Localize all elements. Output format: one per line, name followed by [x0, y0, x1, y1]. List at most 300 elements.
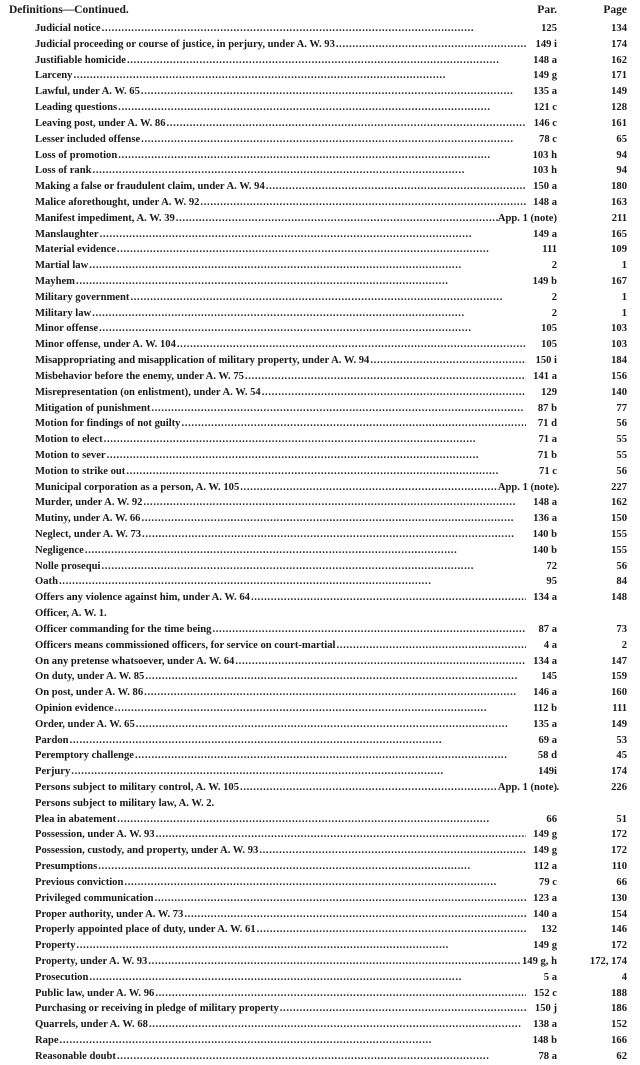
entry-term: Quarrels, under A. W. 68: [35, 1019, 148, 1031]
entry-term: Larceny: [35, 70, 73, 82]
index-entry: [0, 511, 640, 527]
entry-page: 53: [616, 734, 627, 746]
index-entry: [0, 622, 640, 638]
index-entry: [0, 211, 640, 227]
entry-term: On duty, under A. W. 85: [35, 671, 145, 683]
entry-term-leader: [35, 401, 526, 417]
entry-term: Leading questions: [35, 102, 118, 114]
entry-paragraph: 129: [531, 385, 557, 401]
entry-term: Misbehavior before the enemy, under A. W. 75: [35, 370, 244, 382]
entry-page: 65: [616, 133, 627, 145]
entry-term-leader: [35, 827, 526, 843]
entry-term: Plea in abatement: [35, 813, 117, 825]
entry-term: On post, under A. W. 86: [35, 687, 144, 699]
entry-paragraph: 78 c: [531, 132, 557, 148]
entry-page: 103: [611, 339, 627, 351]
entry-term-leader: [35, 685, 526, 701]
entry-term-leader: [35, 559, 526, 575]
entry-paragraph: 71 d: [531, 416, 557, 432]
entry-page: 134: [611, 23, 627, 34]
index-entry: [0, 685, 640, 701]
entry-term: Peremptory challenge: [35, 750, 134, 762]
entry-page: 172, 174: [589, 955, 627, 967]
entry-page: 73: [616, 623, 627, 635]
entry-page: 128: [611, 102, 627, 114]
entry-paragraph: 141 a: [531, 369, 557, 385]
entry-paragraph: 87 b: [531, 401, 557, 417]
entry-term-leader: [35, 416, 526, 432]
entry-paragraph: 4 a: [531, 638, 557, 654]
entry-paragraph: 148 a: [531, 495, 557, 511]
entry-term-leader: [35, 337, 526, 353]
entry-term: Municipal corporation as a person, A. W. 105: [35, 481, 240, 493]
entry-term: Previous conviction: [35, 876, 124, 888]
entry-term-leader: [35, 495, 526, 511]
index-entry: [0, 227, 640, 243]
entry-page: 186: [611, 1003, 627, 1015]
entry-term: Presumptions: [35, 861, 98, 873]
entry-term-leader: [35, 970, 526, 986]
entry-paragraph: 125: [531, 21, 557, 37]
entry-paragraph: 145: [531, 669, 557, 685]
entry-page: 84: [616, 576, 627, 588]
entry-paragraph: App. 1 (note): [498, 211, 557, 227]
entry-page: 174: [611, 38, 627, 50]
entry-term: Prosecution: [35, 971, 89, 983]
entry-paragraph: 136 a: [531, 511, 557, 527]
entry-page: 1: [621, 291, 627, 303]
entry-term-leader: [35, 353, 526, 369]
index-entry: [0, 464, 640, 480]
entry-paragraph: 149i: [531, 764, 557, 780]
entry-term: On any pretense whatsoever, under A. W. 64: [35, 655, 235, 667]
entry-page: 155: [611, 544, 627, 556]
entry-page: 94: [616, 149, 627, 161]
entry-page: 103: [611, 323, 627, 335]
entry-term-leader: [35, 21, 526, 37]
entry-paragraph: 134 a: [531, 654, 557, 670]
entry-term-leader: [35, 843, 526, 859]
entry-paragraph: App. 1 (note): [498, 780, 557, 796]
entry-term-leader: [35, 432, 526, 448]
index-entry: [0, 100, 640, 116]
entry-paragraph: 146 c: [531, 116, 557, 132]
entry-term-leader: [35, 986, 526, 1002]
entry-term: Malice aforethought, under A. W. 92: [35, 196, 200, 208]
entry-paragraph: 140 b: [531, 543, 557, 559]
entry-page: 180: [611, 181, 627, 193]
entry-page: 172: [611, 829, 627, 841]
index-entry: [0, 638, 640, 654]
index-entry: [0, 970, 640, 986]
entry-paragraph: 2: [531, 290, 557, 306]
entry-term-leader: [35, 53, 526, 69]
entry-page: 184: [611, 355, 627, 367]
entry-term: Minor offense: [35, 323, 99, 335]
entry-term-leader: [35, 116, 526, 132]
entry-page: 147: [611, 655, 627, 667]
entry-page: 172: [611, 940, 627, 952]
entry-page: 149: [611, 86, 627, 98]
entry-term: Lesser included offense: [35, 133, 141, 145]
entry-term: Pardon: [35, 734, 69, 746]
index-entry: [0, 733, 640, 749]
entry-paragraph: 111: [531, 242, 557, 258]
index-entry: [0, 21, 640, 37]
entry-page: 45: [616, 750, 627, 762]
entry-page: 149: [611, 718, 627, 730]
entry-term-leader: [35, 606, 526, 622]
entry-page: 66: [616, 876, 627, 888]
entry-term: Opinion evidence: [35, 702, 114, 714]
index-entry: [0, 495, 640, 511]
entry-page: 111: [612, 702, 627, 714]
index-entry: [0, 827, 640, 843]
entry-term-leader: [35, 274, 526, 290]
entry-page: 51: [616, 813, 627, 825]
index-entry: [0, 606, 640, 622]
entry-term: Possession, under A. W. 93: [35, 829, 155, 841]
entry-term: Officer commanding for the time being: [35, 623, 212, 635]
index-entry: [0, 148, 640, 164]
index-entry: [0, 353, 640, 369]
entry-term: Motion for findings of not guilty: [35, 418, 181, 430]
entry-term-leader: [35, 891, 526, 907]
entry-paragraph: 149 g: [531, 827, 557, 843]
entry-paragraph: 95: [531, 574, 557, 590]
entry-term: Rape: [35, 1035, 59, 1046]
entry-paragraph: 140 b: [531, 527, 557, 543]
entry-term: Military government: [35, 291, 130, 303]
index-entry: [0, 401, 640, 417]
entry-page: 162: [611, 497, 627, 509]
entry-term-leader: [35, 654, 526, 670]
entry-term: Proper authority, under A. W. 73: [35, 908, 184, 920]
entry-term-leader: [35, 1017, 526, 1033]
entry-term-leader: [35, 717, 526, 733]
entry-term: Perjury: [35, 766, 71, 778]
entry-page: 146: [611, 924, 627, 936]
index-entry: [0, 290, 640, 306]
index-entry: [0, 654, 640, 670]
entry-paragraph: 121 c: [531, 100, 557, 116]
entry-term: Lawful, under A. W. 65: [35, 86, 140, 98]
entry-term: Persons subject to military law, A. W. 2.: [35, 797, 215, 809]
entry-page: 140: [611, 386, 627, 398]
index-entry: [0, 432, 640, 448]
entry-paragraph: 66: [531, 812, 557, 828]
entry-term-leader: [35, 543, 526, 559]
index-entry: [0, 337, 640, 353]
index-entry: [0, 891, 640, 907]
entry-paragraph: 134 a: [531, 590, 557, 606]
entry-term: Purchasing or receiving in pledge of military property: [35, 1003, 279, 1015]
entry-page: 159: [611, 671, 627, 683]
index-entry: [0, 590, 640, 606]
entry-term: Minor offense, under A. W. 104: [35, 339, 176, 351]
entry-term: Persons subject to military control, A. W. 105: [35, 782, 240, 793]
entry-term: Misrepresentation (on enlistment), under A. W. 54: [35, 386, 261, 398]
entry-term-leader: [35, 748, 526, 764]
entry-page: 171: [611, 70, 627, 82]
entry-term-leader: [35, 954, 526, 970]
entry-term: Murder, under A. W. 92: [35, 497, 143, 509]
index-entry: [0, 1001, 640, 1017]
entry-term-leader: [35, 1033, 526, 1049]
entry-page: 161: [611, 117, 627, 129]
entry-paragraph: 78 a: [531, 1049, 557, 1065]
index-entry: [0, 1049, 640, 1065]
entry-term-leader: [35, 480, 559, 496]
entry-page: 56: [616, 465, 627, 477]
index-entry: [0, 385, 640, 401]
index-entry: [0, 812, 640, 828]
entry-page: 165: [611, 228, 627, 240]
entry-page: 226: [611, 782, 627, 793]
entry-page: 163: [611, 196, 627, 208]
index-entry: [0, 321, 640, 337]
index-entry: [0, 954, 640, 970]
index-entry: [0, 195, 640, 211]
entry-term: Officer, A. W. 1.: [35, 608, 107, 620]
entry-term-leader: [35, 701, 526, 717]
index-entry: [0, 717, 640, 733]
entry-page: 188: [611, 987, 627, 999]
entry-term: Martial law: [35, 260, 89, 272]
index-entry: [0, 907, 640, 923]
entry-term-leader: [35, 321, 526, 337]
entry-term-leader: [35, 764, 526, 780]
index-entry: [0, 258, 640, 274]
entry-term: Manslaughter: [35, 228, 99, 240]
entry-term-leader: [35, 163, 526, 179]
entry-term-leader: [35, 527, 526, 543]
index-entry: [0, 780, 640, 796]
entry-term-leader: [35, 195, 526, 211]
entry-page: 4: [621, 971, 627, 983]
entry-term-leader: [35, 812, 526, 828]
entry-term: Making a false or fraudulent claim, under A. W. 94: [35, 181, 265, 193]
entry-paragraph: 150 j: [531, 1001, 557, 1017]
entry-paragraph: App. 1 (note): [498, 480, 557, 496]
entry-term: Offers any violence against him, under A. W. 64: [35, 592, 250, 604]
entry-term: Leaving post, under A. W. 86: [35, 117, 166, 129]
entry-page: 56: [616, 418, 627, 430]
entry-term-leader: [35, 859, 526, 875]
entry-term-leader: [35, 574, 526, 590]
entry-term-leader: [35, 922, 526, 938]
entry-page: 1: [621, 260, 627, 272]
entry-term-leader: [35, 511, 526, 527]
index-entry: [0, 527, 640, 543]
entry-paragraph: 146 a: [531, 685, 557, 701]
entry-paragraph: 71 b: [531, 448, 557, 464]
entry-page: 152: [611, 1019, 627, 1031]
entry-paragraph: 103 h: [531, 163, 557, 179]
entry-term-leader: [35, 100, 526, 116]
entry-paragraph: 5 a: [531, 970, 557, 986]
entry-paragraph: 72: [531, 559, 557, 575]
entry-term: Property, under A. W. 93: [35, 955, 148, 967]
entry-term: Officers means commissioned officers, for service on court-martial: [35, 639, 336, 651]
entry-paragraph: 148 a: [531, 53, 557, 69]
index-entry: [0, 242, 640, 258]
entry-paragraph: 149 a: [531, 227, 557, 243]
index-entry: [0, 84, 640, 100]
entry-paragraph: 2: [531, 258, 557, 274]
entry-term-leader: [35, 290, 526, 306]
index-entry: [0, 543, 640, 559]
entry-paragraph: 87 a: [531, 622, 557, 638]
index-entry: [0, 574, 640, 590]
entry-term: Properly appointed place of duty, under A. W. 61: [35, 924, 256, 936]
entry-paragraph: 152 c: [531, 986, 557, 1002]
entry-term-leader: [35, 369, 526, 385]
entry-term-leader: [35, 84, 526, 100]
index-entry: [0, 748, 640, 764]
entry-page: 62: [616, 1050, 627, 1062]
index-entry: [0, 480, 640, 496]
entry-page: 160: [611, 687, 627, 699]
entry-term: Manifest impediment, A. W. 39: [35, 212, 175, 224]
page-column-label: Page: [603, 4, 627, 16]
entry-term: Military law: [35, 307, 92, 319]
index-entry: [0, 986, 640, 1002]
entry-paragraph: 135 a: [531, 84, 557, 100]
entry-page: 167: [611, 276, 627, 287]
entry-page: 162: [611, 54, 627, 66]
entry-page: 110: [611, 861, 627, 873]
entry-paragraph: 2: [531, 306, 557, 322]
index-entry: [0, 922, 640, 938]
entry-paragraph: 71 c: [531, 464, 557, 480]
entry-paragraph: 112 b: [531, 701, 557, 717]
entry-term-leader: [35, 907, 526, 923]
index-entry: [0, 843, 640, 859]
entry-term-leader: [35, 796, 526, 812]
entry-term: Motion to sever: [35, 449, 106, 461]
entry-term-leader: [35, 669, 526, 685]
entry-term-leader: [35, 242, 526, 258]
index-entries: [0, 21, 640, 1065]
entry-paragraph: 150 i: [531, 353, 557, 369]
index-entry: [0, 1017, 640, 1033]
index-entry: [0, 274, 640, 290]
index-entry: [0, 764, 640, 780]
entry-paragraph: 103 h: [531, 148, 557, 164]
entry-term: Judicial proceeding or course of justice, in perjury, under A. W. 93: [35, 38, 335, 50]
index-entry: [0, 701, 640, 717]
entry-term-leader: [35, 179, 526, 195]
entry-page: 55: [616, 434, 627, 446]
entry-page: 174: [611, 766, 627, 778]
entry-term-leader: [35, 148, 526, 164]
index-entry: [0, 116, 640, 132]
entry-term: Oath: [35, 576, 58, 588]
entry-term-leader: [35, 938, 526, 954]
entry-paragraph: 132: [531, 922, 557, 938]
entry-term: Mayhem: [35, 276, 76, 287]
entry-page: 150: [611, 513, 627, 525]
entry-paragraph: 123 a: [531, 891, 557, 907]
entry-term: Privileged communication: [35, 892, 154, 904]
entry-term-leader: [35, 227, 526, 243]
entry-term: Neglect, under A. W. 73: [35, 529, 142, 540]
entry-term: Misappropriating and misapplication of military property, under A. W. 94: [35, 355, 370, 367]
entry-page: 77: [616, 402, 627, 414]
entry-term: Reasonable doubt: [35, 1050, 116, 1062]
entry-page: 94: [616, 165, 627, 177]
entry-paragraph: 149 g: [531, 843, 557, 859]
entry-page: 56: [616, 560, 627, 572]
entry-paragraph: 71 a: [531, 432, 557, 448]
entry-page: 55: [616, 449, 627, 461]
entry-paragraph: 148 a: [531, 195, 557, 211]
entry-term: Motion to strike out: [35, 465, 126, 477]
entry-term-leader: [35, 37, 526, 53]
entry-paragraph: 79 c: [531, 875, 557, 891]
entry-page: 211: [611, 212, 627, 224]
entry-page: 1: [621, 307, 627, 319]
entry-term: Possession, custody, and property, under A. W. 93: [35, 845, 259, 857]
index-entry: [0, 68, 640, 84]
entry-page: 109: [611, 244, 627, 256]
index-entry: [0, 938, 640, 954]
entry-term: Loss of promotion: [35, 149, 118, 161]
index-entry: [0, 306, 640, 322]
index-entry: [0, 179, 640, 195]
entry-term-leader: [35, 464, 526, 480]
entry-term-leader: [35, 258, 526, 274]
entry-term: Mitigation of punishment: [35, 402, 151, 414]
entry-paragraph: 149 b: [531, 274, 557, 290]
entry-paragraph: 149 i: [531, 37, 557, 53]
entry-term: Material evidence: [35, 244, 116, 256]
index-entry: [0, 163, 640, 179]
entry-paragraph: 149 g: [531, 938, 557, 954]
index-entry: [0, 369, 640, 385]
entry-page: 172: [611, 845, 627, 857]
entry-term-leader: [35, 211, 559, 227]
entry-term: Nolle prosequi: [35, 560, 101, 572]
entry-paragraph: 138 a: [531, 1017, 557, 1033]
entry-paragraph: 140 a: [531, 907, 557, 923]
entry-term: Justifiable homicide: [35, 54, 126, 66]
entry-paragraph: 148 b: [531, 1033, 557, 1049]
entry-term: Mutiny, under A. W. 66: [35, 513, 141, 525]
entry-term-leader: [35, 1001, 526, 1017]
entry-term-leader: [35, 733, 526, 749]
entry-term-leader: [35, 622, 526, 638]
page-header: [9, 4, 627, 19]
entry-term-leader: [35, 780, 559, 796]
entry-term: Public law, under A. W. 96: [35, 987, 155, 999]
index-entry: [0, 859, 640, 875]
entry-term-leader: [35, 1049, 526, 1065]
entry-paragraph: 105: [531, 337, 557, 353]
entry-page: 166: [611, 1035, 627, 1046]
entry-term: Loss of rank: [35, 165, 92, 177]
entry-page: 156: [611, 370, 627, 382]
entry-paragraph: 135 a: [531, 717, 557, 733]
index-entry: [0, 132, 640, 148]
entry-page: 130: [611, 892, 627, 904]
entry-term-leader: [35, 875, 526, 891]
entry-term-leader: [35, 448, 526, 464]
index-entry: [0, 1033, 640, 1049]
entry-page: 227: [611, 481, 627, 493]
par-column-label: Par.: [537, 4, 557, 16]
